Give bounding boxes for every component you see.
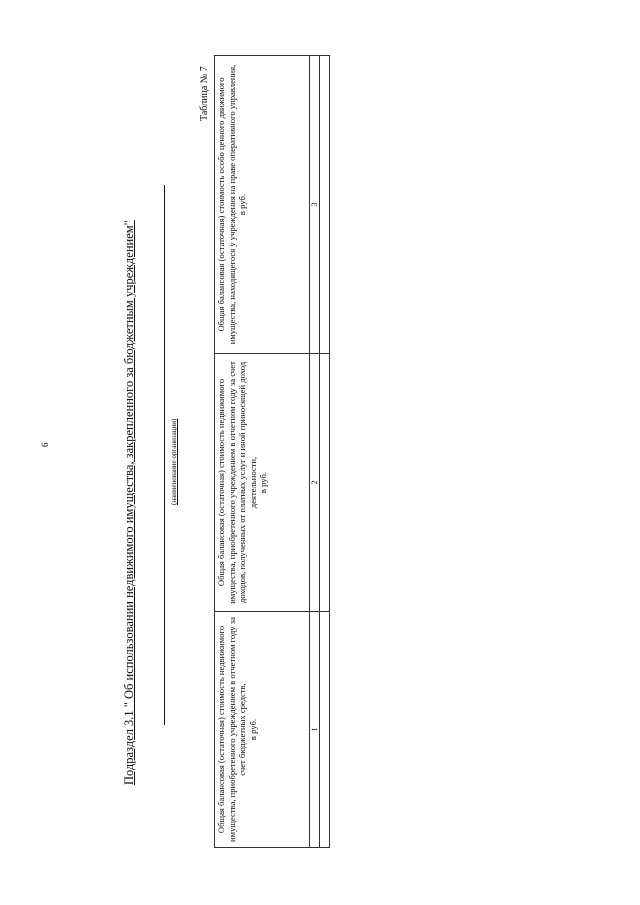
- column-index-3: 3: [310, 56, 320, 354]
- column-header-3-unit: в руб.: [237, 193, 248, 216]
- column-header-2-unit: в руб.: [258, 471, 269, 494]
- table-7: [214, 55, 330, 848]
- column-index-1: 1: [310, 612, 320, 848]
- section-heading: Подраздел 3.1 " Об использовании недвижимого имущества, закрепленного за бюджетным учреждением": [122, 220, 136, 785]
- table-cell[interactable]: [320, 354, 330, 612]
- column-header-2-text: Общая балансовая (остаточная) стоимость недвижимого имущества, приобретенного учреждением в отчетном году за счет доходов, полученных от платных услуг и иной приносящей доход деятельности,: [216, 361, 258, 604]
- column-header-1-unit: в руб.: [247, 718, 258, 741]
- table-header-row: [215, 56, 310, 848]
- table-number-label: Таблица № 7: [199, 66, 210, 121]
- column-header-1: [215, 612, 310, 848]
- column-header-1-text: Общая балансовая (остаточная) стоимость недвижимого имущества, приобретенного учреждением в отчетном году за счет бюджетных средств,: [216, 617, 248, 842]
- table-row: [320, 56, 330, 848]
- column-index-2: 2: [310, 354, 320, 612]
- table-cell[interactable]: [320, 56, 330, 354]
- organization-caption: (наименование организации): [170, 418, 178, 505]
- table-cell[interactable]: [320, 612, 330, 848]
- column-header-3: [215, 56, 310, 354]
- column-index-row: [310, 56, 320, 848]
- page-number: 6: [40, 442, 50, 447]
- column-header-3-text: Общая балансовая (остаточная) стоимость особо ценного движимого имущества, находящегося у учреждения на праве оперативного управления,: [216, 64, 237, 345]
- organization-name-line: [164, 185, 165, 725]
- column-header-2: [215, 354, 310, 612]
